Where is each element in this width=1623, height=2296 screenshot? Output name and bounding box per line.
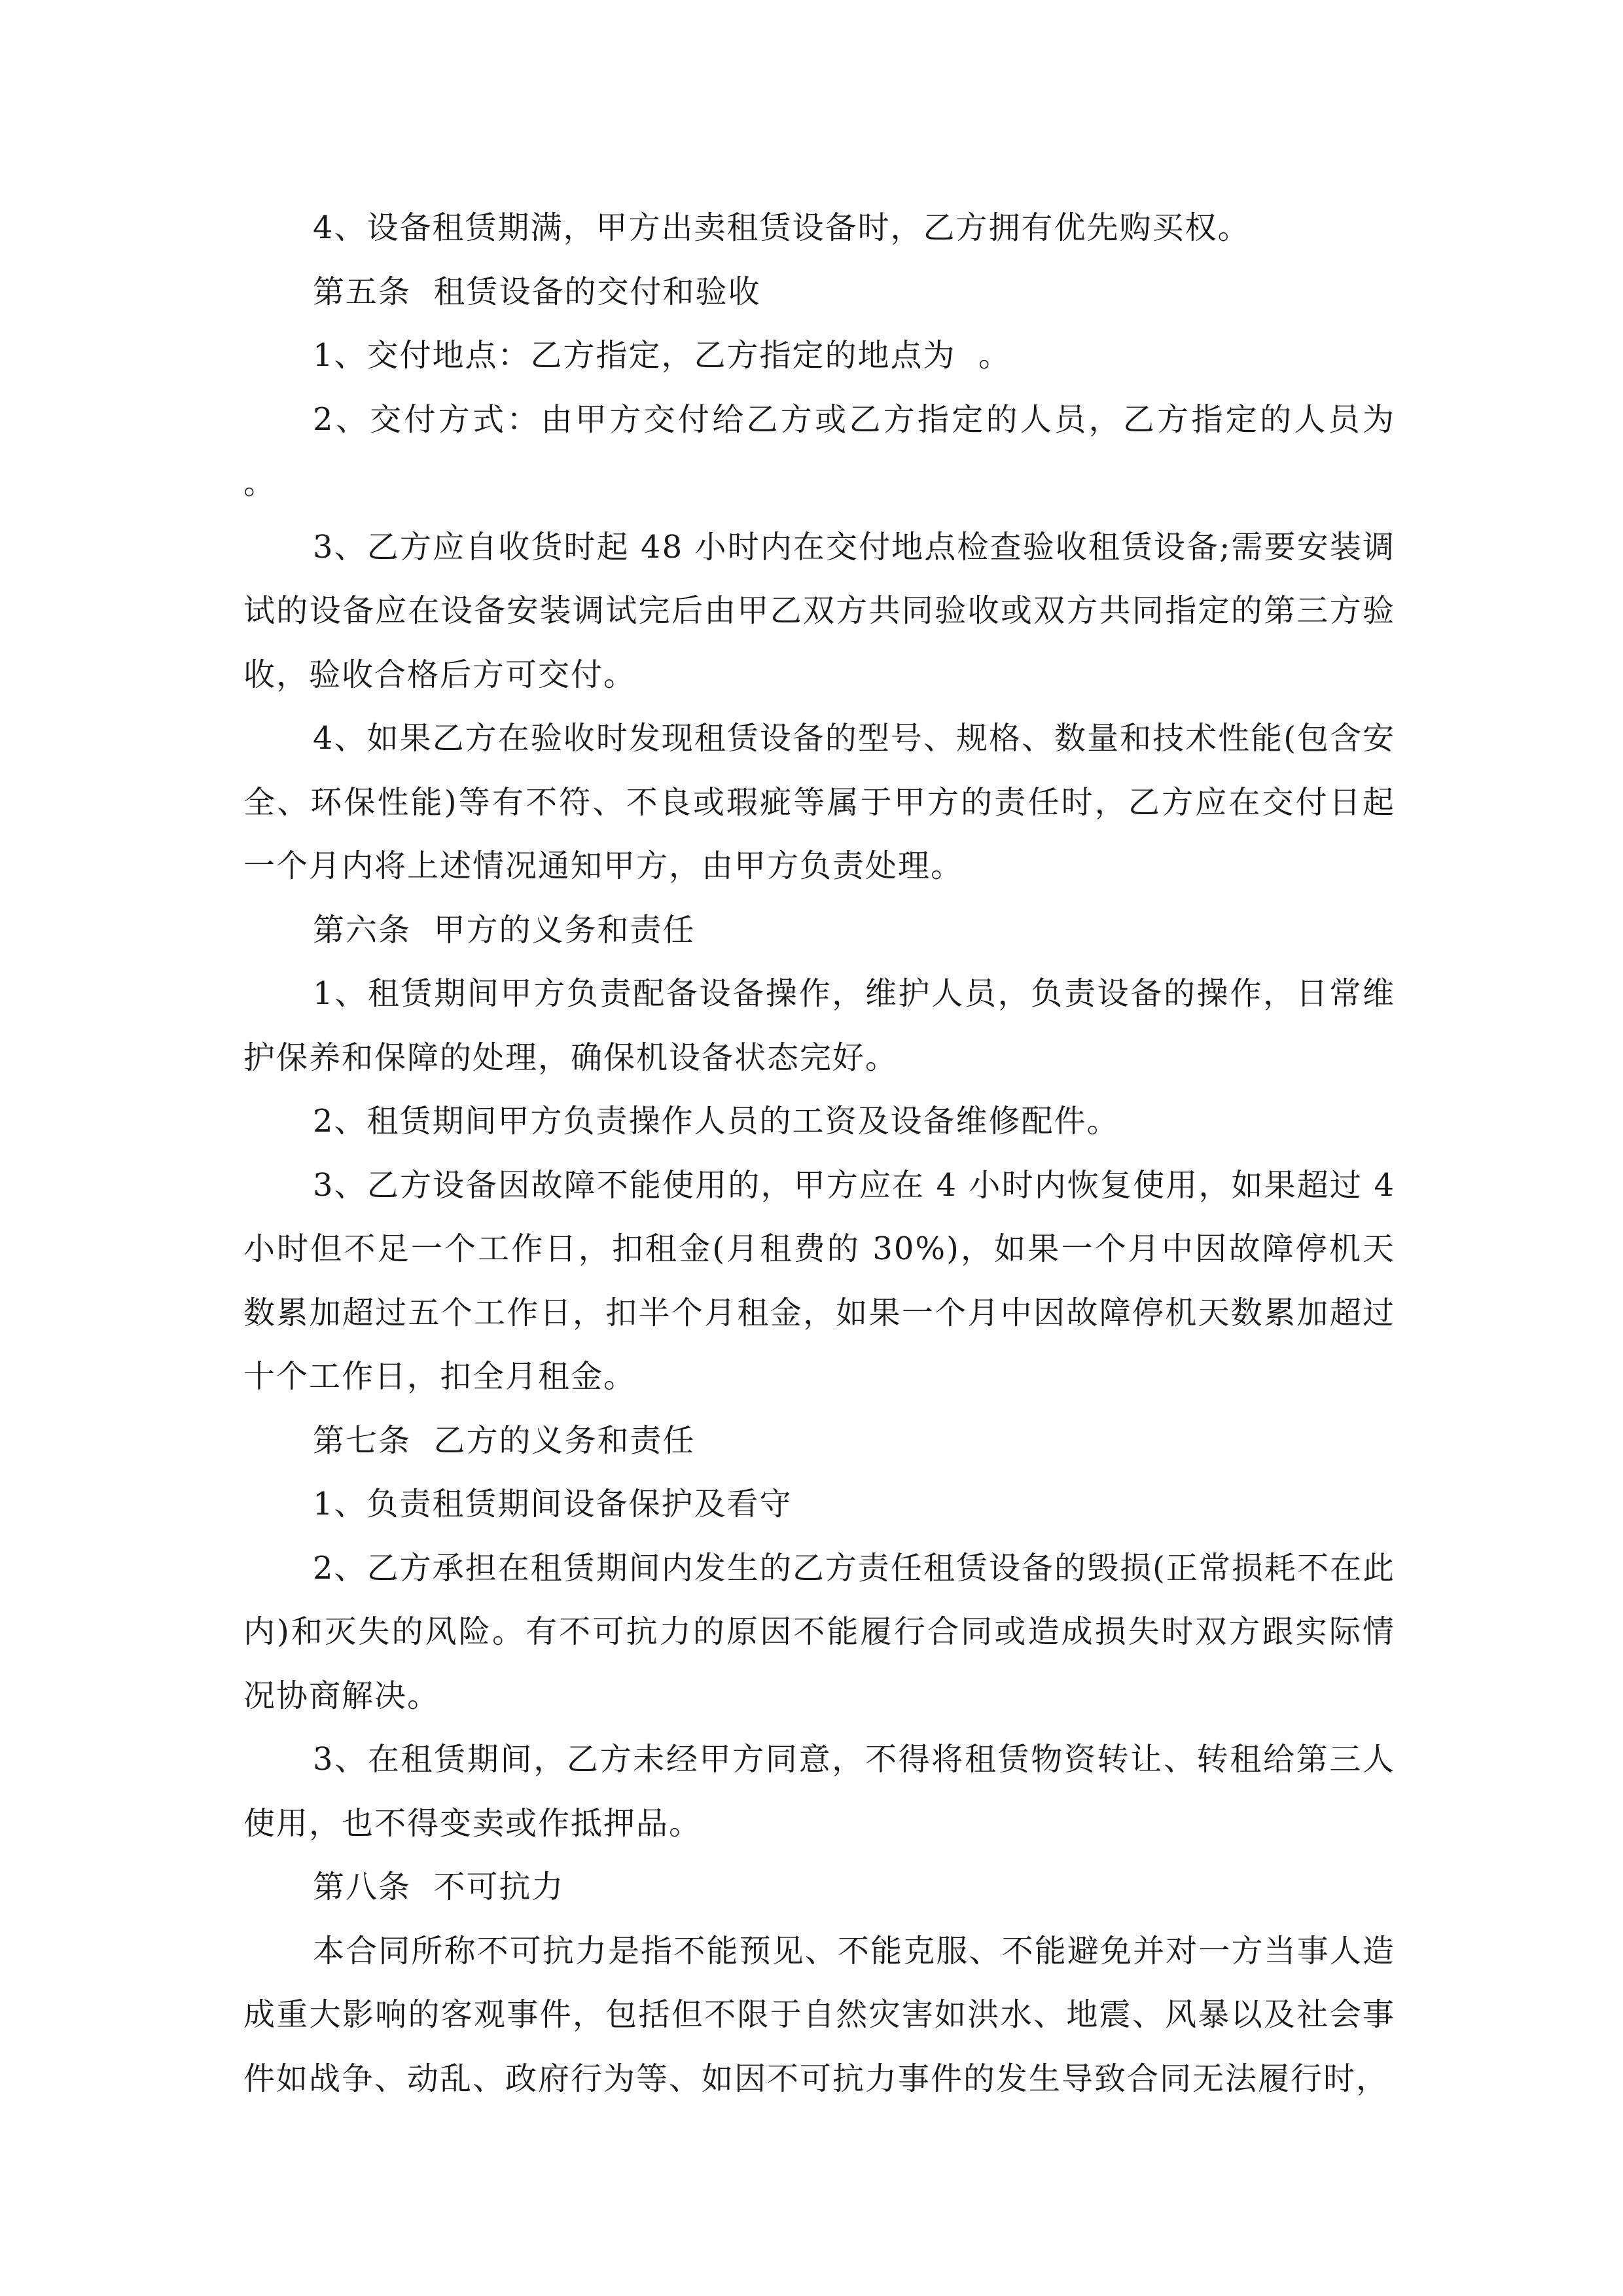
paragraph-clause-5-1: 1、交付地点：乙方指定，乙方指定的地点为 。: [313, 337, 1012, 374]
heading-article-8: 第八条 不可抗力: [313, 1869, 565, 1905]
heading-article-6: 第六条 甲方的义务和责任: [313, 911, 696, 948]
heading-article-7: 第七条 乙方的义务和责任: [313, 1422, 696, 1459]
paragraph-clause-4-4: 4、设备租赁期满，甲方出卖租赁设备时，乙方拥有优先购买权。: [313, 209, 1251, 246]
paragraph-clause-6-1: 1、租赁期间甲方负责配备设备操作，维护人员，负责设备的操作，日常维护保养和保障的处理，确保机设备状态完好。: [243, 975, 1395, 1076]
paragraph-clause-7-1: 1、负责租赁期间设备保护及看守: [313, 1486, 793, 1522]
paragraph-clause-5-4: 4、如果乙方在验收时发现租赁设备的型号、规格、数量和技术性能(包含安全、环保性能)等有不符、不良或瑕疵等属于甲方的责任时，乙方应在交付日起一个月内将上述情况通知甲方，由甲方负责处理。: [243, 720, 1395, 884]
paragraph-clause-6-2: 2、租赁期间甲方负责操作人员的工资及设备维修配件。: [313, 1103, 1120, 1139]
heading-article-5: 第五条 租赁设备的交付和验收: [313, 273, 761, 310]
paragraph-clause-7-3: 3、在租赁期间，乙方未经甲方同意，不得将租赁物资转让、转租给第三人使用，也不得变卖或作抵押品。: [243, 1741, 1395, 1842]
paragraph-clause-7-2: 2、乙方承担在租赁期间内发生的乙方责任租赁设备的毁损(正常损耗不在此内)和灭失的风险。有不可抗力的原因不能履行合同或造成损失时双方跟实际情况协商解决。: [243, 1549, 1395, 1714]
paragraph-article-8-body: 本合同所称不可抗力是指不能预见、不能克服、不能避免并对一方当事人造成重大影响的客观事件，包括但不限于自然灾害如洪水、地震、风暴以及社会事件如战争、动乱、政府行为等、如因不可抗力事件的发生导致合同无法履行时，: [243, 1932, 1395, 2097]
paragraph-clause-5-2: 2、交付方式：由甲方交付给乙方或乙方指定的人员，乙方指定的人员为 。: [243, 401, 1418, 501]
paragraph-clause-6-3: 3、乙方设备因故障不能使用的，甲方应在 4 小时内恢复使用，如果超过 4 小时但不足一个工作日，扣租金(月租费的 30%)，如果一个月中因故障停机天数累加超过五个工作日，扣半个月租金，如果一个月中因故障停机天数累加超过十个工作日，扣全月租金。: [243, 1166, 1407, 1395]
document-body: [243, 196, 1418, 2111]
paragraph-clause-5-3: 3、乙方应自收货时起 48 小时内在交付地点检查验收租赁设备;需要安装调试的设备应在设备安装调试完后由甲乙双方共同验收或双方共同指定的第三方验收，验收合格后方可交付。: [243, 528, 1395, 693]
